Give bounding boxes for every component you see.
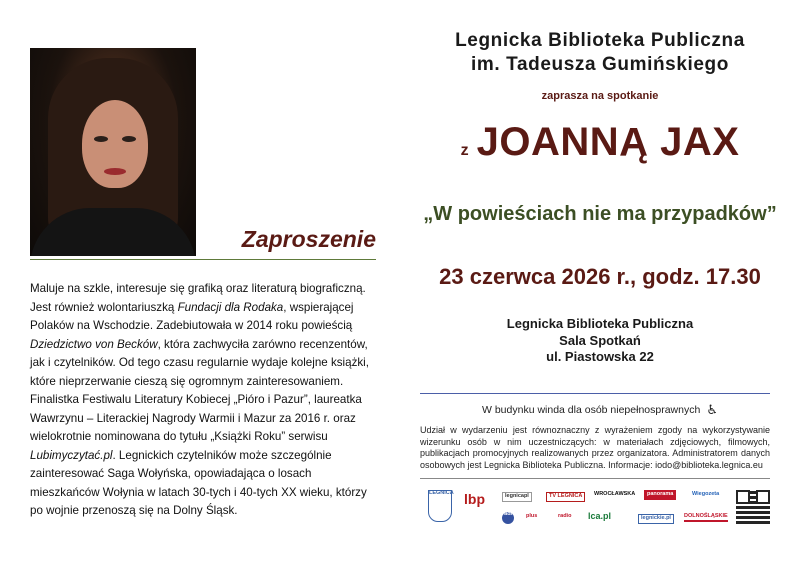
legnica-logo: LEGNICA — [428, 490, 452, 522]
event-venue — [418, 316, 782, 366]
legnickie-logo: legnickie.pl — [638, 514, 674, 524]
divider — [420, 393, 770, 394]
accessibility-note: W budynku winda dla osób niepełnosprawnych ♿ — [482, 402, 718, 417]
organizer-name: Legnicka Biblioteka Publiczna — [455, 30, 745, 51]
organizer-patron: im. Tadeusza Gumińskiego — [471, 54, 729, 75]
guest-name — [418, 120, 782, 165]
qr-code — [736, 490, 770, 524]
guest-prefix: z — [460, 142, 469, 159]
event-date: 23 czerwca 2026 r., godz. 17.30 — [439, 264, 761, 289]
radio-logo-2: radio — [558, 513, 572, 519]
wiegozeta-logo: Wiegozeta — [692, 491, 720, 497]
invitation-heading: Zaproszenie — [241, 226, 376, 252]
divider — [30, 259, 376, 260]
venue-line3: ul. Piastowska 22 — [546, 349, 654, 364]
lca-logo: lca.pl — [588, 511, 612, 521]
gdpr-notice: Udział w wydarzeniu jest równoznaczny z wyrażeniem zgody na wykorzystywanie wizerunku osób w nim uczestniczących: w materiałach zdjęciowych, filmowych, publikacjach promocyjnych realizowanych przez organizatora. Administratorem danych osobowych jest Legnicka Biblioteka Publiczna. Informacje: iodo@biblioteka.legnica.eu — [420, 425, 770, 470]
sponsor-logos — [420, 486, 780, 536]
author-photo — [30, 48, 196, 256]
invite-line: zaprasza na spotkanie — [541, 90, 659, 102]
event-theme: „W powieściach nie ma przypadków” — [423, 203, 777, 225]
wheelchair-icon: ♿ — [706, 402, 718, 417]
wroclawska-logo: WROCŁAWSKA — [594, 491, 636, 497]
venue-line2: Sala Spotkań — [559, 332, 641, 348]
radio-logo-1: radio — [502, 512, 514, 524]
divider — [420, 478, 770, 479]
guest-name-text: JOANNĄ JAX — [476, 120, 740, 164]
tv-legnica-logo: TV LEGNICA — [546, 492, 585, 502]
venue-line1: Legnicka Biblioteka Publiczna — [506, 316, 694, 331]
author-bio: Maluje na szkle, interesuje się grafiką oraz literaturą biograficzną. Jest również wolontariuszką Fundacji dla Rodaka, wspierającej Polaków na Wschodzie. Zadebiutowała w 2014 roku powieścią Dziedzictwo von Becków, która zachwyciła zarówno recenzentów, jak i czytelników. Od tego czasu regularnie wydaje kolejne książki, które nieprzerwanie cieszą się ogromnym zainteresowaniem. Finalistka Festiwalu Literatury Kobiecej „Pióro i Pazur”, laureatka Wawrzynu – Literackiej Nagrody Warmii i Mazur za 2016 r. oraz wielokrotnie nominowana do tytułu „Książki Roku” serwisu Lubimyczytać.pl. Legnickich czytelników może szczególnie zainteresować Saga Wołyńska, opowiadająca o losach mieszkańców Wołynia w latach 30-tych i 40-tych XX wieku, którzy po wojnie przenoszą się na Dolny Śląsk. — [30, 282, 369, 517]
panorama-logo: panorama — [644, 490, 676, 500]
dolnoslaskie-logo: DOLNOŚLĄSKIE — [684, 514, 728, 522]
legnicapl-logo: legnicapl — [502, 492, 532, 502]
lbp-logo: lbp — [464, 491, 485, 507]
plus-logo: plus — [526, 513, 538, 519]
